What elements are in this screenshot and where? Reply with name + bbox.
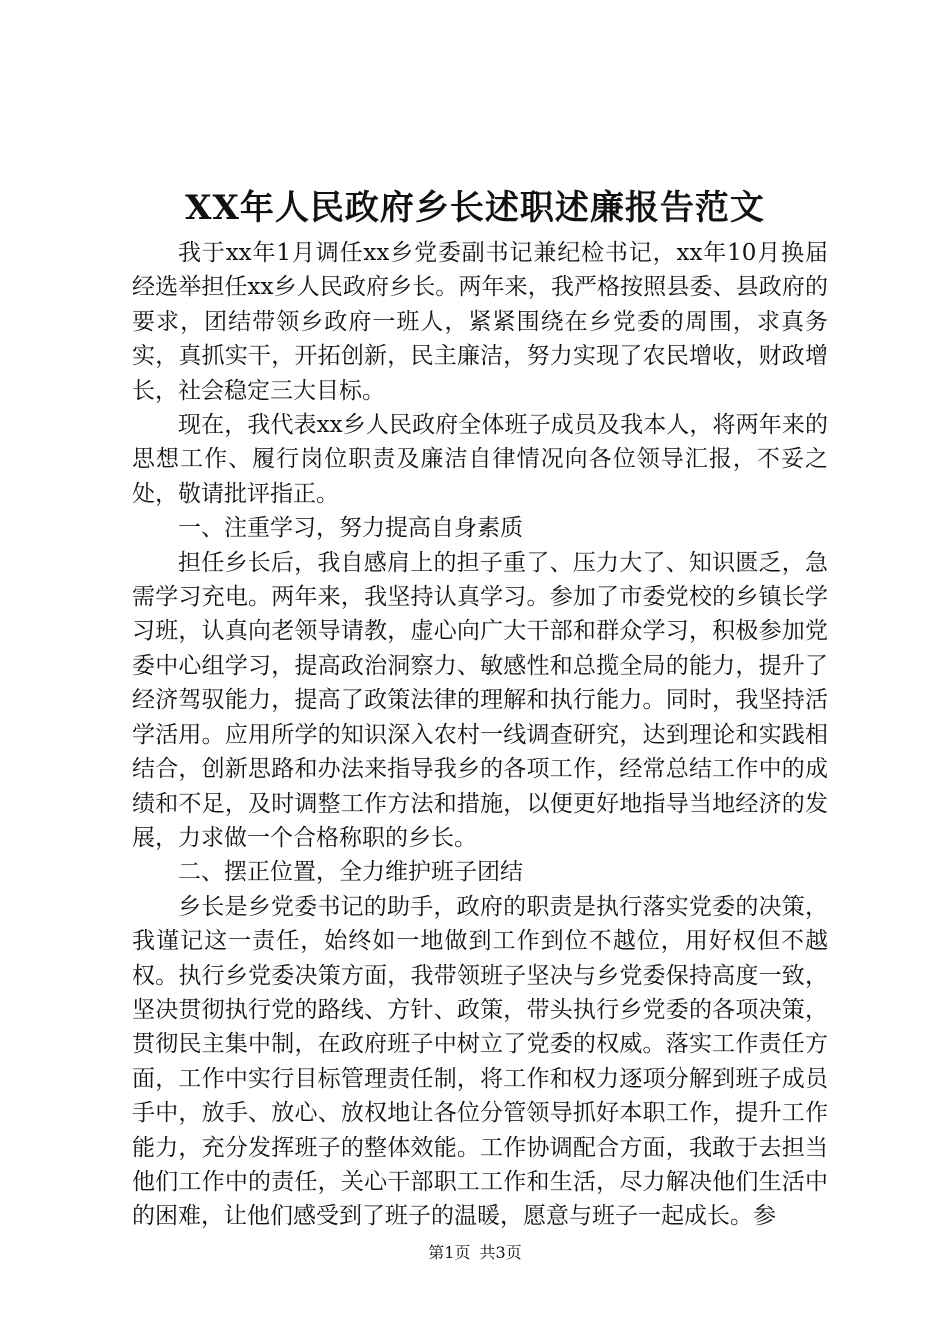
page-number-current: 第1页	[428, 1243, 471, 1262]
section-heading-study: 一、注重学习，努力提高自身素质	[178, 515, 523, 542]
paragraph-report-statement: 现在，我代表xx乡人民政府全体班子成员及我本人，将两年来的思想工作、履行岗位职责及廉洁自律情况向各位领导汇报，不妥之处，敬请批评指正。	[132, 412, 828, 507]
paragraph-unity: 乡长是乡党委书记的助手，政府的职责是执行落实党委的决策，我谨记这一责任，始终如一地做到工作到位不越位，用好权但不越权。执行乡党委决策方面，我带领班子坚决与乡党委保持高度一致，坚决贯彻执行党的路线、方针、政策，带头执行乡党委的各项决策，贯彻民主集中制，在政府班子中树立了党委的权威。落实工作责任方面，工作中实行目标管理责任制，将工作和权力逐项分解到班子成员手中，放手、放心、放权地让各位分管领导抓好本职工作，提升工作能力，充分发挥班子的整体效能。工作协调配合方面，我敢于去担当他们工作中的责任，关心干部职工工作和生活，尽力解决他们生活中的困难，让他们感受到了班子的温暖，愿意与班子一起成长。参	[132, 893, 828, 1230]
document-title: XX年人民政府乡长述职述廉报告范文	[185, 188, 765, 228]
paragraph-study: 担任乡长后，我自感肩上的担子重了、压力大了、知识匮乏，急需学习充电。两年来，我坚持认真学习。参加了市委党校的乡镇长学习班，认真向老领导请教，虚心向广大干部和群众学习，积极参加党委中心组学习，提高政治洞察力、敏感性和总揽全局的能力，提升了经济驾驭能力，提高了政策法律的理解和执行能力。同时，我坚持活学活用。应用所学的知识深入农村一线调查研究，达到理论和实践相结合，创新思路和办法来指导我乡的各项工作，经常总结工作中的成绩和不足，及时调整工作方法和措施，以便更好地指导当地经济的发展，力求做一个合格称职的乡长。	[132, 549, 828, 851]
page-number-total: 共3页	[479, 1243, 522, 1262]
paragraph-intro: 我于xx年1月调任xx乡党委副书记兼纪检书记，xx年10月换届经选举担任xx乡人民政府乡长。两年来，我严格按照县委、县政府的要求，团结带领乡政府一班人，紧紧围绕在乡党委的周围，求真务实，真抓实干，开拓创新，民主廉洁，努力实现了农民增收，财政增长，社会稳定三大目标。	[132, 240, 828, 404]
section-heading-unity: 二、摆正位置，全力维护班子团结	[178, 859, 523, 886]
document-body	[132, 236, 828, 1234]
page-footer	[0, 1243, 950, 1263]
